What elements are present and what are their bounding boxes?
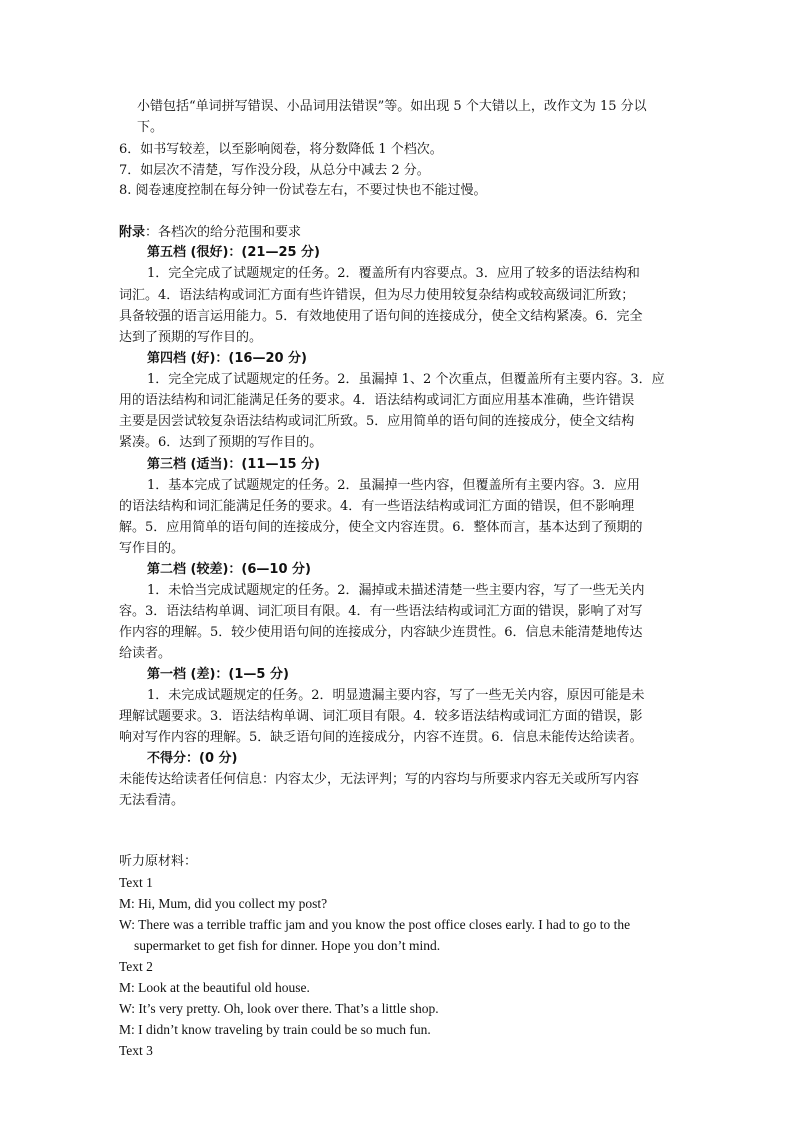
level-5-line: 1．完全完成了试题规定的任务。2．覆盖所有内容要点。3．应用了较多的语法结构和 [147, 266, 640, 281]
level-2-line: 给读者。 [119, 646, 172, 661]
level-2-line: 容。3．语法结构单调、词汇项目有限。4．有一些语法结构或词汇方面的错误，影响了对写 [119, 604, 643, 619]
level-1-line: 响对写作内容的理解。5．缺乏语句间的连接成分，内容不连贯。6．信息未能传达给读者。 [119, 730, 643, 745]
level-4-line: 1．完全完成了试题规定的任务。2．虽漏掉 1、2 个次重点，但覆盖所有主要内容。3．应 [147, 372, 665, 387]
level-3-line: 的语法结构和词汇能满足任务的要求。4．有一些语法结构或词汇方面的错误，但不影响理 [119, 499, 635, 514]
listening-text-label: Text 3 [119, 1043, 153, 1058]
level-1-line: 1．未完成试题规定的任务。2．明显遗漏主要内容，写了一些无关内容，原因可能是未 [147, 688, 645, 703]
level-5-line: 词汇。4．语法结构或词汇方面有些许错误，但为尽力使用较复杂结构或较高级词汇所致； [119, 288, 635, 303]
rule-8: 8. 阅卷速度控制在每分钟一份试卷左右，不要过快也不能过慢。 [119, 183, 487, 198]
no-score-heading: 不得分：(0 分) [147, 751, 238, 766]
rule-5-continuation-end: 下。 [137, 120, 164, 135]
listening-title: 听力原材料： [119, 854, 198, 869]
level-5-line: 具备较强的语言运用能力。5．有效地使用了语句间的连接成分，使全文结构紧凑。6．完全 [119, 309, 643, 324]
listening-line: M: Look at the beautiful old house. [119, 980, 310, 995]
listening-line: W: There was a terrible traffic jam and you know the post office closes early. I had to go to the [119, 917, 631, 932]
rule-6: 6．如书写较差，以至影响阅卷，将分数降低 1 个档次。 [119, 142, 443, 157]
listening-line: M: Hi, Mum, did you collect my post? [119, 896, 328, 911]
appendix-title [119, 224, 301, 241]
listening-line: M: I didn’t know traveling by train could be so much fun. [119, 1022, 431, 1037]
listening-line: supermarket to get fish for dinner. Hope you don’t mind. [134, 938, 441, 953]
rule-5-continuation: 小错包括“单词拼写错误、小品词用法错误”等。如出现 5 个大错以上，改作文为 15 分以 [137, 99, 647, 114]
level-1-heading: 第一档 (差)：(1—5 分) [147, 667, 289, 682]
level-4-heading: 第四档 (好)：(16—20 分) [147, 351, 307, 366]
level-2-heading: 第二档 (较差)：(6—10 分) [147, 562, 311, 577]
level-3-heading: 第三档 (适当)：(11—15 分) [147, 457, 320, 472]
rule-7: 7．如层次不清楚，写作没分段，从总分中减去 2 分。 [119, 163, 430, 178]
level-2-line: 作内容的理解。5．较少使用语句间的连接成分，内容缺少连贯性。6．信息未能清楚地传达 [119, 625, 643, 640]
listening-text-label: Text 1 [119, 875, 153, 890]
level-4-line: 紧凑。6．达到了预期的写作目的。 [119, 435, 323, 450]
level-4-line: 用的语法结构和词汇能满足任务的要求。4．语法结构或词汇方面应用基本准确，些许错误 [119, 393, 635, 408]
level-3-line: 写作目的。 [119, 541, 185, 556]
level-1-line: 理解试题要求。3．语法结构单调、词汇项目有限。4．较多语法结构或词汇方面的错误，影 [119, 709, 643, 724]
level-2-line: 1．未恰当完成试题规定的任务。2．漏掉或未描述清楚一些主要内容，写了一些无关内 [147, 583, 645, 598]
level-5-heading: 第五档 (很好)：(21—25 分) [147, 245, 320, 260]
listening-text-label: Text 2 [119, 959, 153, 974]
level-4-line: 主要是因尝试较复杂语法结构或词汇所致。5．应用简单的语句间的连接成分，使全文结构 [119, 414, 635, 429]
no-score-line: 未能传达给读者任何信息：内容太少，无法评判；写的内容均与所要求内容无关或所写内容 [119, 772, 640, 787]
appendix-label: 附录 [119, 225, 146, 240]
level-3-line: 1．基本完成了试题规定的任务。2．虽漏掉一些内容，但覆盖所有主要内容。3．应用 [147, 478, 640, 493]
listening-line: W: It’s very pretty. Oh, look over there. That’s a little shop. [119, 1001, 439, 1016]
level-3-line: 解。5．应用简单的语句间的连接成分，使全文内容连贯。6．整体而言，基本达到了预期的 [119, 520, 643, 535]
no-score-line: 无法看清。 [119, 793, 185, 808]
level-5-line: 达到了预期的写作目的。 [119, 330, 263, 345]
appendix-title-text: ：各档次的给分范围和要求 [145, 225, 302, 240]
